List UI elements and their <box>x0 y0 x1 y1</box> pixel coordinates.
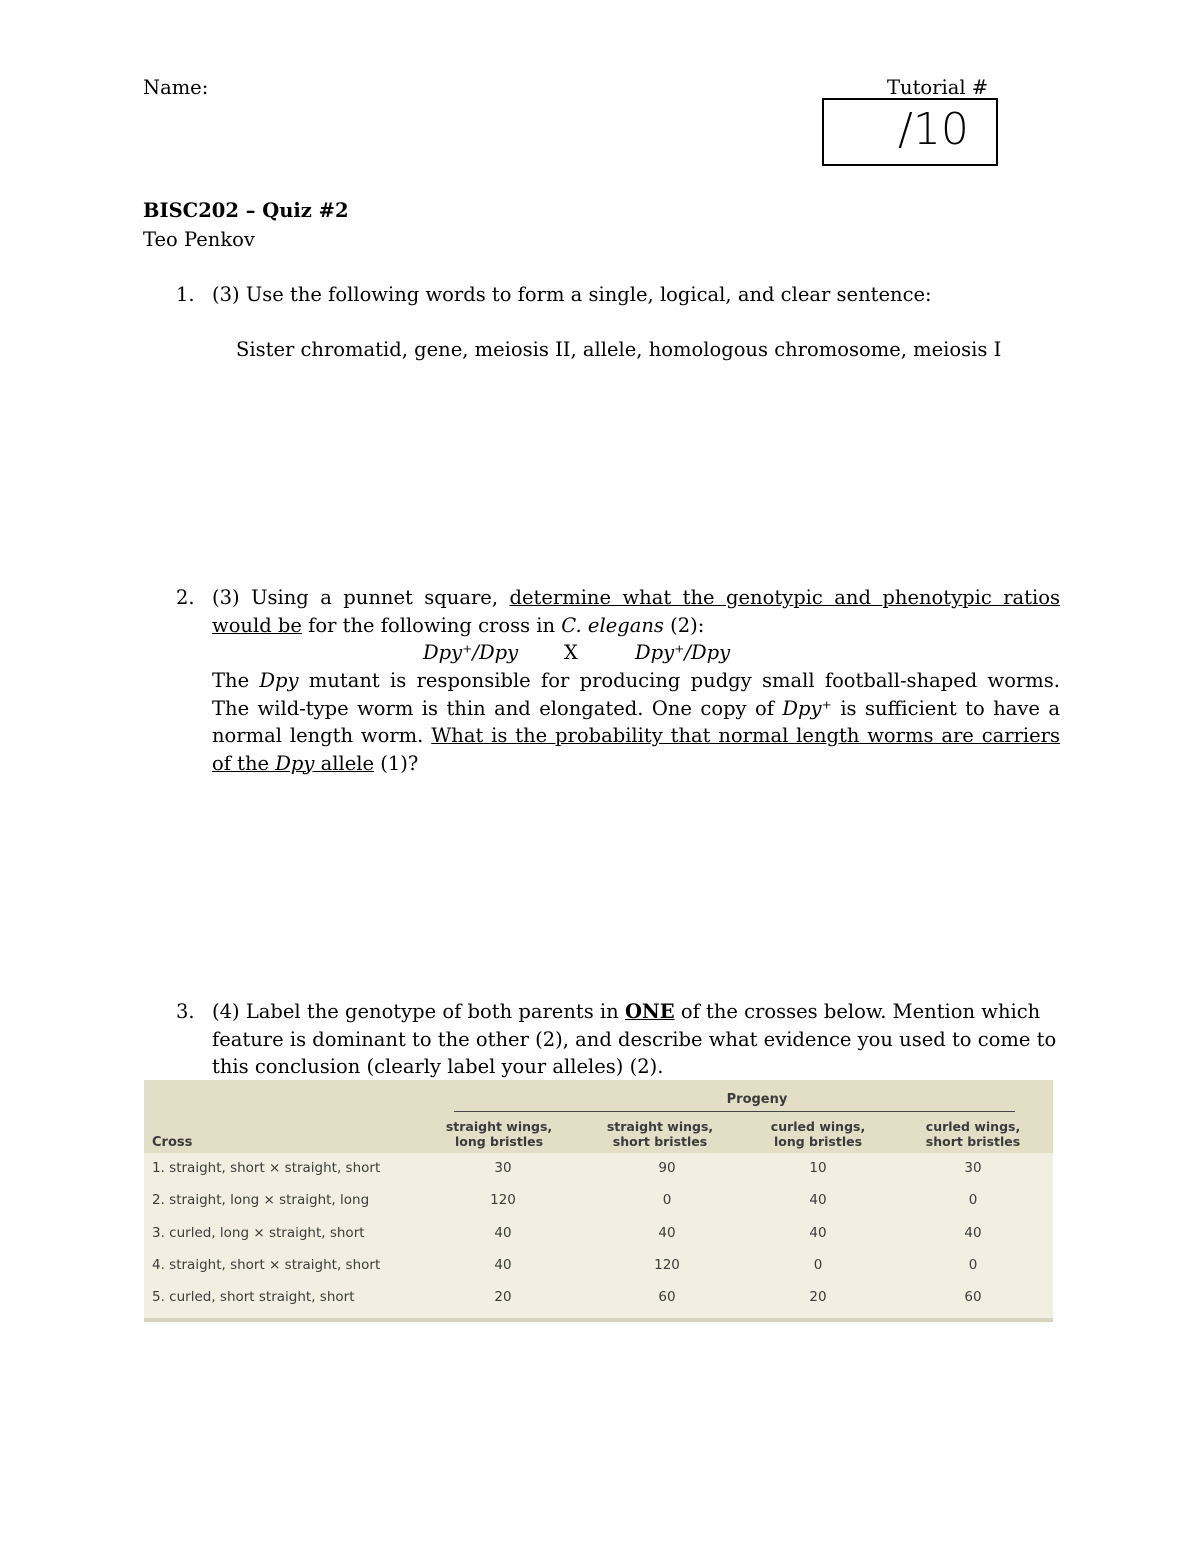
table-row-cross: 1. straight, short × straight, short <box>152 1160 381 1176</box>
column-header-line: long bristles <box>773 1134 863 1149</box>
column-header-line: long bristles <box>454 1134 544 1149</box>
table-cell: 0 <box>968 1257 978 1273</box>
name-label: Name: <box>143 76 209 99</box>
table-row-cross: 3. curled, long × straight, short <box>152 1225 365 1241</box>
question-gene: Dpy <box>275 751 315 775</box>
table-cell: 90 <box>658 1160 676 1176</box>
question-end: allele <box>320 751 375 775</box>
progeny-header: Progeny <box>726 1092 788 1107</box>
column-header-line: curled wings, <box>925 1119 1021 1134</box>
question-1-prompt: (3) Use the following words to form a single, logical, and clear sentence: <box>212 283 932 306</box>
question-3-post: of the crosses below. Mention which feature is dominant to the other (2), and describe what evidence you used to come to this conclusion (clearly label your alleles) (2). <box>212 1000 1057 1078</box>
parent-1-genotype: Dpy⁺/Dpy <box>423 641 519 664</box>
question-3-pre: (4) Label the genotype of both parents in <box>212 1000 619 1023</box>
column-header-line: short bristles <box>925 1134 1021 1149</box>
question-3-prompt <box>212 998 1060 1081</box>
question-2-subpoints: (1)? <box>380 751 419 775</box>
column-header-2 <box>590 1119 730 1149</box>
question-2-description <box>212 667 1060 777</box>
column-header-line: short bristles <box>612 1134 708 1149</box>
table-bottom-rule <box>144 1318 1053 1322</box>
parent-2-genotype: Dpy⁺/Dpy <box>635 641 731 664</box>
table-cell: 0 <box>968 1192 978 1208</box>
tutorial-label: Tutorial # <box>887 76 989 99</box>
column-header-line: straight wings, <box>606 1119 714 1134</box>
desc-text-2: is sufficient to have a normal length worm. <box>212 696 1061 747</box>
table-cell: 60 <box>658 1289 676 1305</box>
question-3-emphasis: ONE <box>624 1000 675 1023</box>
progeny-rule <box>454 1111 1015 1112</box>
question-2-task-underlined: determine what the genotypic and phenotypic ratios would be <box>212 586 1060 637</box>
table-cell: 40 <box>809 1225 827 1241</box>
gene-name-wildtype: Dpy⁺ <box>782 696 832 720</box>
table-cell: 10 <box>809 1160 827 1176</box>
table-row-cross: 4. straight, short × straight, short <box>152 1257 381 1273</box>
desc-text-1: mutant is responsible for producing pudgy small football-shaped worms. The wild-type worm is thin and elongated. One copy of <box>212 669 1060 720</box>
question-2-points: (3) Using a punnet square, <box>212 586 499 609</box>
score-box: /10 <box>822 98 998 166</box>
table-cell: 30 <box>494 1160 512 1176</box>
cross-symbol: X <box>564 641 578 664</box>
table-cell: 0 <box>813 1257 823 1273</box>
column-header-3 <box>748 1119 888 1149</box>
table-row-cross: 2. straight, long × straight, long <box>152 1192 370 1208</box>
table-cell: 40 <box>494 1257 512 1273</box>
column-header-4 <box>903 1119 1043 1149</box>
table-cell: 120 <box>490 1192 516 1208</box>
course-title: BISC202 – Quiz #2 <box>143 199 349 222</box>
question-3-number: 3. <box>176 1000 195 1023</box>
table-cell: 30 <box>964 1160 982 1176</box>
table-cell: 40 <box>658 1225 676 1241</box>
probability-question-text: What is the probability that normal length worms are carriers of the <box>212 724 1061 775</box>
question-2-task-rest: for the following cross in <box>308 613 556 637</box>
desc-pre: The <box>212 669 250 692</box>
table-cell: 40 <box>494 1225 512 1241</box>
table-cell: 20 <box>494 1289 512 1305</box>
table-row-cross: 5. curled, short straight, short <box>152 1289 355 1305</box>
progeny-table <box>144 1080 1053 1322</box>
question-2-block <box>212 584 1060 777</box>
gene-name: Dpy <box>259 669 299 692</box>
table-cell: 0 <box>662 1192 672 1208</box>
cross-line <box>212 639 1060 667</box>
table-cell: 60 <box>964 1289 982 1305</box>
table-cell: 40 <box>964 1225 982 1241</box>
table-cell: 20 <box>809 1289 827 1305</box>
question-2-task <box>212 584 1060 639</box>
question-1-word-list: Sister chromatid, gene, meiosis II, allele, homologous chromosome, meiosis I <box>236 338 1002 361</box>
instructor-name: Teo Penkov <box>143 228 255 251</box>
species-name: C. elegans <box>561 613 664 637</box>
question-2-number: 2. <box>176 586 195 609</box>
table-cell: 120 <box>654 1257 680 1273</box>
question-2-task-points: (2): <box>670 613 705 637</box>
column-header-1 <box>429 1119 569 1149</box>
column-header-line: straight wings, <box>445 1119 553 1134</box>
question-1-number: 1. <box>176 283 195 306</box>
table-cell: 40 <box>809 1192 827 1208</box>
column-header-line: curled wings, <box>770 1119 866 1134</box>
cross-header: Cross <box>152 1135 193 1150</box>
